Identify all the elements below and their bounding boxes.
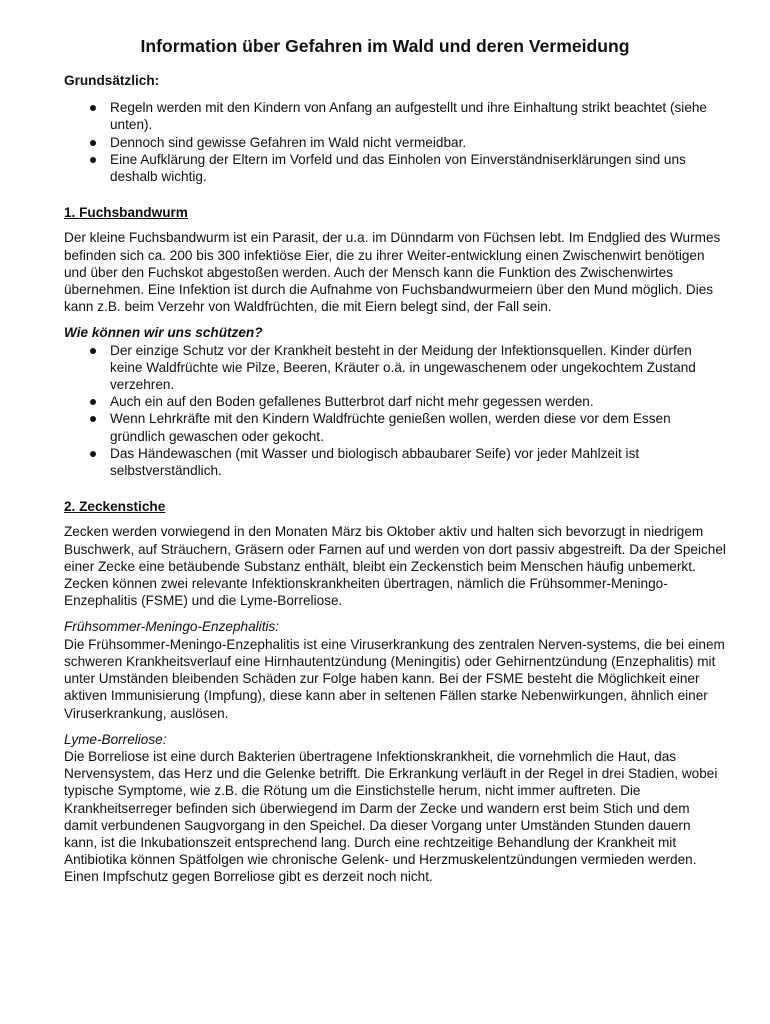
intro-list — [64, 99, 726, 185]
document-title: Information über Gefahren im Wald und deren Vermeidung — [140, 36, 630, 56]
list-item: Wenn Lehrkräfte mit den Kindern Waldfrüchte genießen wollen, werden diese vor dem Essen gründlich gewaschen oder gekocht. — [64, 410, 726, 444]
list-item: Dennoch sind gewisse Gefahren im Wald nicht vermeidbar. — [64, 134, 726, 151]
fsme-paragraph: Die Frühsommer-Meningo-Enzephalitis ist eine Viruserkrankung des zentralen Nerven-systems, die bei einem schweren Krankheitsverlauf eine Hirnhautentzündung (Meningitis) oder Gehirnentzündung (Enzephalitis) mit unter Umständen bleibenden Schäden zur Folge haben kann. Bei der FSME besteht die Möglichkeit einer aktiven Immunisierung (Impfung), diese kann aber in seltenen Fällen starke Nebenwirkungen, ähnlich einer Viruserkrankung, auslösen. — [64, 636, 725, 721]
list-item: Das Händewaschen (mit Wasser und biologisch abbaubarer Seife) vor jeder Mahlzeit ist selbstverständlich. — [64, 445, 726, 479]
lyme-paragraph: Die Borreliose ist eine durch Bakterien übertragene Infektionskrankheit, die vornehmlich die Haut, das Nervensystem, das Herz und die Gelenke betrifft. Die Erkrankung verläuft in der Regel in drei Stadien, wobei typische Symptome, wie z.B. die Rötung um die Einstichstelle herum, nicht immer auftreten. Die Krankheitserreger befinden sich überwiegend im Darm der Zecke und wandern erst beim Stich und dem damit verbundenen Saugvorgang in den Speichel. Da dieser Vorgang unter Umständen Stunden dauern kann, ist die Inkubationszeit entsprechend lang. Durch eine rechtzeitige Behandlung der Krankheit mit Antibiotika können Spätfolgen wie chronische Gelenk- und Herzmuskelentzündungen vermieden werden. Einen Impfschutz gegen Borreliose gibt es derzeit noch nicht. — [64, 748, 718, 885]
fsme-heading: Frühsommer-Meningo-Enzephalitis: — [64, 619, 280, 635]
intro-label: Grundsätzlich: — [64, 73, 160, 88]
zecken-paragraph-2: Zecken können zwei relevante Infektionskrankheiten übertragen, nämlich die Frühsommer-Meningo-Enzephalitis (FSME) und die Lyme-Borreliose. — [64, 576, 668, 609]
list-item: Regeln werden mit den Kindern von Anfang an aufgestellt und ihre Einhaltung strikt beachtet (siehe unten). — [64, 99, 726, 133]
fuchsbandwurm-paragraph: Der kleine Fuchsbandwurm ist ein Parasit, der u.a. im Dünndarm von Füchsen lebt. Im Endglied des Wurmes befinden sich ca. 200 bis 300 infektiöse Eier, die zu ihrer Weiter-entwicklung einen Zwischenwirt benötigen und über den Fuchskot abgestoßen werden. Auch der Mensch kann die Funktion des Zwischenwirtes übernehmen. Eine Infektion ist durch die Aufnahme von Fuchsbandwurmeiern über den Mund möglich. Dies kann z.B. beim Verzehr von Waldfrüchten, die mit Eiern belegt sind, der Fall sein. — [64, 230, 721, 315]
list-item: Auch ein auf den Boden gefallenes Butterbrot darf nicht mehr gegessen werden. — [64, 393, 726, 410]
lyme-heading: Lyme-Borreliose: — [64, 731, 167, 747]
protect-list — [64, 342, 726, 480]
section-heading-zeckenstiche: 2. Zeckenstiche — [64, 499, 166, 515]
list-item: Der einzige Schutz vor der Krankheit besteht in der Meidung der Infektionsquellen. Kinder dürfen keine Waldfrüchte wie Pilze, Beeren, Kräuter o.ä. in ungewaschenem oder ungekochtem Zustand verzehren. — [64, 342, 726, 394]
list-item: Eine Aufklärung der Eltern im Vorfeld und das Einholen von Einverständniserklärungen sind uns deshalb wichtig. — [64, 151, 726, 185]
document-page — [64, 34, 726, 886]
zecken-paragraph-1: Zecken werden vorwiegend in den Monaten März bis Oktober aktiv und halten sich bevorzugt in niedrigem Buschwerk, auf Sträuchern, Gräsern oder Farnen auf und werden von dort passiv abgestreift. Da der Speichel einer Zecke eine betäubende Substanz enthält, bleibt ein Zeckenstich beim Menschen häufig unbemerkt. — [64, 524, 726, 574]
protect-heading: Wie können wir uns schützen? — [64, 325, 263, 341]
section-heading-fuchsbandwurm: 1. Fuchsbandwurm — [64, 205, 188, 221]
